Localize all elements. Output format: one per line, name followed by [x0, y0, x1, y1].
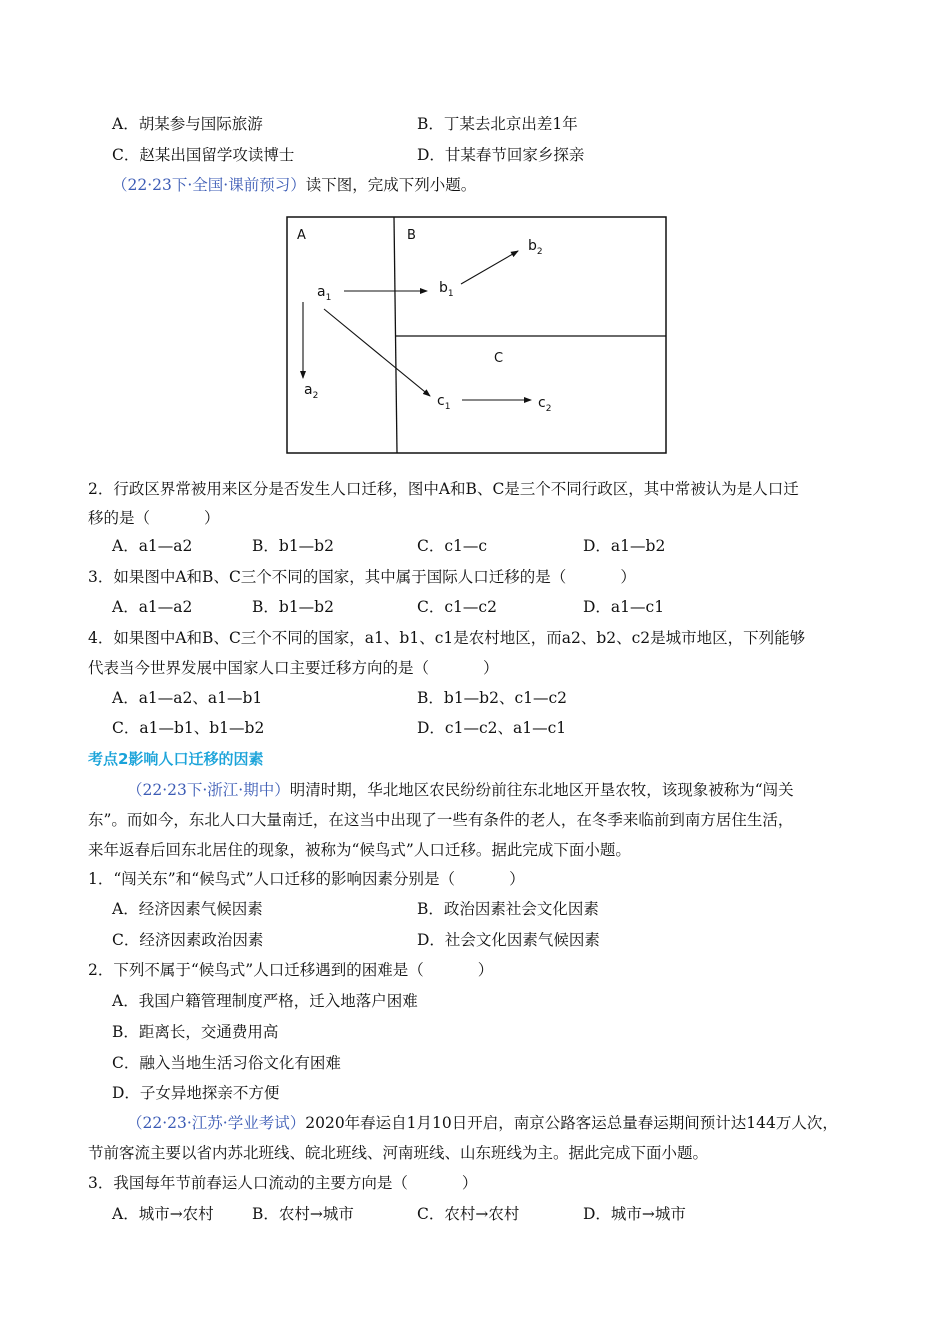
intro-text: 读下图，完成下列小题。	[305, 176, 477, 194]
node-a2-label: $a_2$	[304, 382, 319, 401]
option-a: A．a1—a2	[112, 598, 193, 616]
question-1-stem: 1．“闯关东”和“候鸟式”人口迁移的影响因素分别是（ ）	[88, 870, 525, 888]
arrow-a1-c1	[324, 309, 430, 396]
option-row	[0, 894, 950, 924]
option-c: C．c1—c2	[417, 598, 497, 616]
option-a: A．我国户籍管理制度严格，迁入地落户困难	[112, 992, 418, 1010]
option-d: D．甘某春节回家乡探亲	[417, 146, 585, 164]
question-3-stem: 3．如果图中A和B、C三个不同的国家，其中属于国际人口迁移的是（ ）	[88, 568, 636, 586]
diagram-frame	[287, 217, 666, 453]
option-c: C．农村→农村	[417, 1205, 520, 1223]
border-line-ab	[394, 217, 397, 453]
option-b: B．丁某去北京出差1年	[417, 115, 578, 133]
arrow-b1-b2	[461, 251, 518, 284]
option-d: D．c1—c2、a1—c1	[417, 719, 567, 737]
option-row	[0, 1199, 950, 1229]
node-b1-label: $b_1$	[439, 280, 454, 299]
option-a: A．经济因素气候因素	[112, 900, 263, 918]
question-source: （22·23下·全国·课前预习）	[112, 176, 306, 194]
passage-line: （22·23·江苏·学业考试）2020年春运自1月10日开启，南京公路客运总量春运期间预计达144万人次，	[127, 1114, 838, 1132]
question-4-stem: 4．如果图中A和B、C三个不同的国家，a1、b1、c1是农村地区，而a2、b2、c2是城市地区，下列能够	[88, 629, 806, 647]
passage-line: （22·23下·浙江·期中）明清时期，华北地区农民纷纷前往东北地区开垦农牧，该现象被称为“闯关	[127, 781, 794, 799]
option-d: D．a1—b2	[583, 537, 666, 555]
question-2-stem-cont: 移的是（ ）	[88, 509, 220, 527]
option-a: A．a1—a2、a1—b1	[112, 689, 263, 707]
option-b: B．距离长，交通费用高	[112, 1023, 279, 1041]
question-source: （22·23下·浙江·期中）	[127, 781, 290, 799]
option-b: B．政治因素社会文化因素	[417, 900, 599, 918]
option-row	[0, 925, 950, 955]
question-source: （22·23·江苏·学业考试）	[127, 1114, 306, 1132]
option-d: D．城市→城市	[583, 1205, 686, 1223]
option-b: B．b1—b2、c1—c2	[417, 689, 568, 707]
option-b: B．b1—b2	[252, 598, 334, 616]
option-d: D．社会文化因素气候因素	[417, 931, 600, 949]
region-a-label: A	[297, 228, 306, 243]
option-a: A．城市→农村	[112, 1205, 214, 1223]
option-row	[0, 683, 950, 713]
migration-diagram	[286, 216, 668, 454]
option-row	[0, 109, 950, 139]
node-c2-label: $c_2$	[538, 395, 552, 414]
option-c: C．赵某出国留学攻读博士	[112, 146, 295, 164]
question-3-stem: 3．我国每年节前春运人口流动的主要方向是（ ）	[88, 1174, 478, 1192]
passage-line: 来年返春后回东北居住的现象，被称为“候鸟式”人口迁移。据此完成下面小题。	[88, 841, 631, 859]
option-row	[0, 713, 950, 743]
option-b: B．农村→城市	[252, 1205, 354, 1223]
section-heading: 考点2影响人口迁移的因素	[88, 750, 264, 768]
option-row	[0, 140, 950, 170]
node-c1-label: $c_1$	[437, 393, 451, 412]
question-2-stem: 2．行政区界常被用来区分是否发生人口迁移，图中A和B、C是三个不同行政区，其中常被认为是人口迁	[88, 480, 799, 498]
passage-line: 东”。而如今，东北人口大量南迁，在这当中出现了一些有条件的老人，在冬季来临前到南方居住生活，	[88, 811, 794, 829]
option-row	[0, 531, 950, 561]
option-row	[0, 592, 950, 622]
region-b-label: B	[407, 228, 416, 243]
option-a: A．a1—a2	[112, 537, 193, 555]
option-d: D．子女异地探亲不方便	[112, 1084, 280, 1102]
option-d: D．a1—c1	[583, 598, 665, 616]
question-group-intro	[112, 170, 476, 200]
option-c: C．c1—c	[417, 537, 488, 555]
option-c: C．a1—b1、b1—b2	[112, 719, 265, 737]
question-2-stem: 2．下列不属于“候鸟式”人口迁移遇到的困难是（ ）	[88, 961, 494, 979]
node-a1-label: $a_1$	[317, 284, 332, 303]
region-c-label: C	[494, 351, 504, 366]
node-b2-label: $b_2$	[528, 238, 543, 257]
option-c: C．融入当地生活习俗文化有困难	[112, 1054, 341, 1072]
passage-line: 节前客流主要以省内苏北班线、皖北班线、河南班线、山东班线为主。据此完成下面小题。	[88, 1144, 709, 1162]
option-c: C．经济因素政治因素	[112, 931, 264, 949]
option-a: A．胡某参与国际旅游	[112, 115, 263, 133]
question-4-stem-cont: 代表当今世界发展中国家人口主要迁移方向的是（ ）	[88, 659, 499, 677]
option-b: B．b1—b2	[252, 537, 334, 555]
